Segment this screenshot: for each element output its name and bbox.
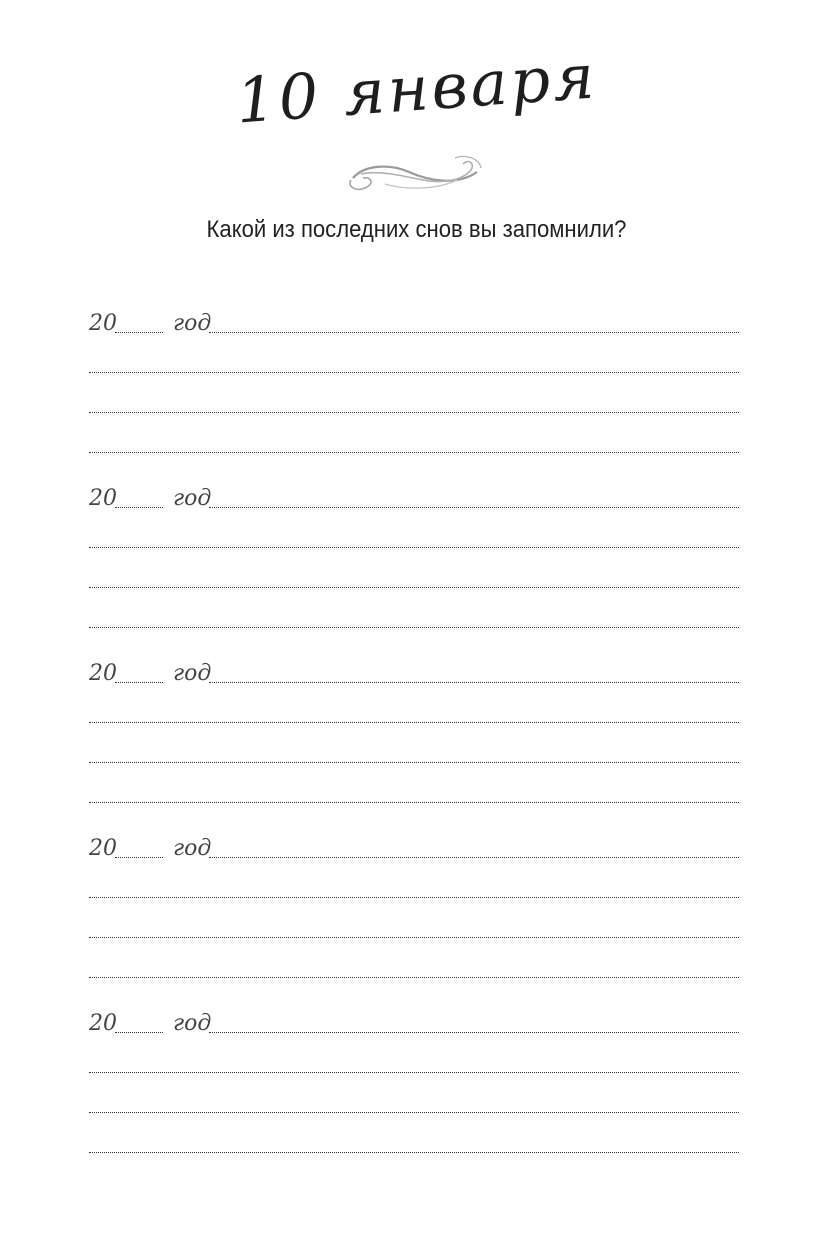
year-blank-field [115,857,163,858]
entry-section [89,830,739,980]
writing-line [89,897,739,898]
year-blank-field [115,1032,163,1033]
year-word: год [173,486,212,511]
question-prompt: Какой из последних снов вы запомнили? [206,216,627,243]
writing-line [89,762,739,763]
year-word: год [173,661,212,686]
entry-header [89,305,739,335]
writing-line [89,1072,739,1073]
entry-section [89,1005,739,1155]
year-blank-field [115,682,163,683]
year-prefix: 20 [89,836,117,861]
year-prefix: 20 [89,486,117,511]
entry-section [89,480,739,630]
writing-line [89,587,739,588]
writing-line [89,722,739,723]
writing-line [89,547,739,548]
writing-line [89,1112,739,1113]
writing-line [89,802,739,803]
entry-header [89,480,739,510]
page-title [0,39,833,138]
writing-line [209,682,739,683]
entry-header [89,655,739,685]
year-blank-field [115,507,163,508]
entry-section [89,655,739,805]
writing-line [209,332,739,333]
writing-line [89,412,739,413]
writing-line [89,977,739,978]
entry-header [89,1005,739,1035]
year-word: год [173,836,212,861]
writing-line [209,1032,739,1033]
entry-header [89,830,739,860]
entry-section [89,305,739,455]
year-prefix: 20 [89,1011,117,1036]
page-title-text: 10 января [233,39,600,138]
year-word: год [173,1011,212,1036]
writing-line [89,1152,739,1153]
year-prefix: 20 [89,661,117,686]
writing-line [89,452,739,453]
flourish-ornament-icon [345,150,485,196]
year-prefix: 20 [89,311,117,336]
writing-line [89,627,739,628]
year-blank-field [115,332,163,333]
writing-line [89,372,739,373]
writing-line [209,857,739,858]
year-word: год [173,311,212,336]
writing-line [209,507,739,508]
writing-line [89,937,739,938]
